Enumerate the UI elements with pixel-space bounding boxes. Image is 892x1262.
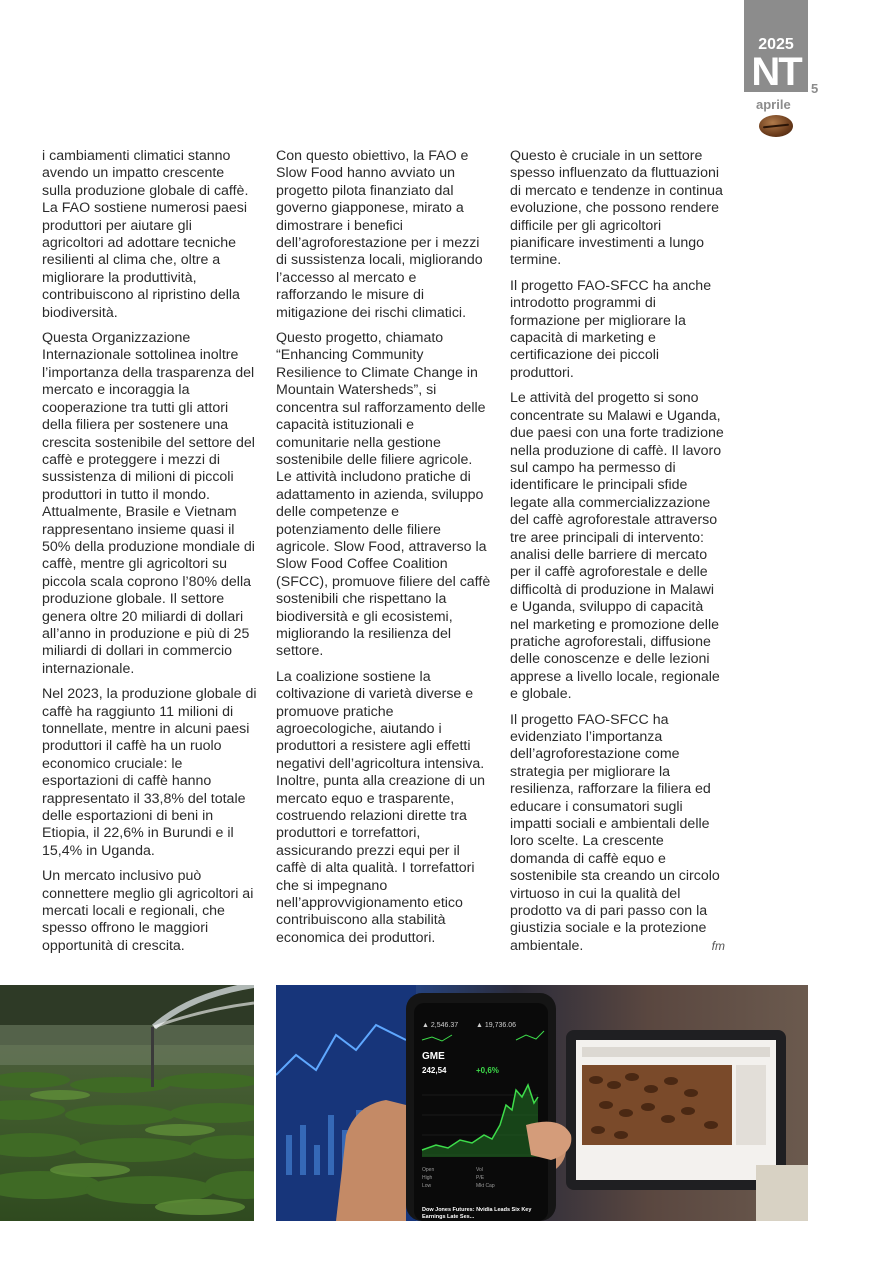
news-headline-2: Earnings Late Ses... <box>422 1214 475 1220</box>
ticker-price: 242,54 <box>422 1066 447 1075</box>
author-signature: fm <box>711 938 725 953</box>
photo-coffee-field <box>0 985 254 1221</box>
issue-month: aprile <box>756 97 791 112</box>
text-column-1 <box>42 148 257 963</box>
text-column-2 <box>276 148 491 955</box>
ticker-change: +0,6% <box>476 1066 499 1075</box>
paragraph: Il progetto FAO-SFCC ha anche introdotto programmi di formazione per migliorare la capacità di marketing e certificazione dei piccoli produttori. <box>510 277 712 381</box>
text-column-3 <box>510 148 725 963</box>
magazine-logo: NT <box>751 50 801 94</box>
svg-text:Open: Open <box>422 1167 435 1173</box>
coffee-field-illustration <box>0 985 254 1221</box>
svg-text:P/E: P/E <box>476 1175 485 1181</box>
svg-text:Mkt Cap: Mkt Cap <box>476 1183 495 1189</box>
paragraph-text: Il progetto FAO-SFCC ha evidenziato l’importanza dell’agroforestazione come strategia per migliorare la resilienza, rafforzare la filiera ed educare i consumatori sugli impatti sociali e ambientali delle loro scelte. La crescente domanda di caffè equo e sostenibile sta creando un circolo virtuoso in cui la qualità del prodotto va di pari passo con la giustizia sociale e la protezione ambientale. <box>510 711 720 954</box>
paragraph: La coalizione sostiene la coltivazione di varietà diverse e promuove pratiche agroecologiche, aiutando i produttori a resistere agli effetti negativi dell’agricoltura intensiva. Inoltre, punta alla creazione di un mercato equo e trasparente, costruendo relazioni dirette tra produttori e torrefattori, assicurando prezzi equi per il caffè di alta qualità. I torrefattori che si impegnano nell’approvvigionamento etico contribuiscono alla stabilità economica dei produttori. <box>276 668 486 946</box>
paragraph: Questo è cruciale in un settore spesso influenzato da fluttuazioni di mercato e tendenze in continua evoluzione, che possono rendere difficile per gli agricoltori pianificare investimenti a lungo termine. <box>510 148 723 269</box>
svg-text:▲ 19,736.06: ▲ 19,736.06 <box>476 1022 517 1029</box>
phone-market-illustration <box>276 985 808 1221</box>
paragraph: Nel 2023, la produzione globale di caffè ha raggiunto 11 milioni di tonnellate, mentre in alcuni paesi produttori il caffè ha un ruolo economico cruciale: le esportazioni di caffè hanno rappresentato il 33,8% del totale delle esportazioni di beni in Etiopia, il 22,6% in Burundi e il 15,4% in Uganda. <box>42 686 257 859</box>
paragraph <box>510 712 725 956</box>
paragraph: Questa Organizzazione Internazionale sottolinea inoltre l’importanza della trasparenza del mercato e incoraggia la cooperazione tra tutti gli attori della filiera per sostenere una crescita sostenibile del settore del caffè e proteggere i mezzi di sussistenza di milioni di piccoli produttori in tutto il mondo. Attualmente, Brasile e Vietnam rappresentano insieme quasi il 50% della produzione mondiale di caffè, mentre gli agricoltori su piccola scala coprono l’80% della produzione globale. Il settore genera oltre 20 miliardi di dollari all’anno in produzione e più di 25 miliardi di dollari in commercio internazionale. <box>42 330 255 677</box>
magazine-tab <box>744 0 808 92</box>
paragraph: Con questo obiettivo, la FAO e Slow Food hanno avviato un progetto pilota finanziato dal governo giapponese, mirato a dimostrare i benefici dell’agroforestazione per i mezzi di sussistenza locali, migliorando l’accesso al mercato e rafforzando le misure di mitigazione dei rischi climatici. <box>276 148 483 321</box>
ticker-label: GME <box>422 1051 445 1062</box>
svg-text:Low: Low <box>422 1183 432 1189</box>
coffee-bean-icon <box>759 115 793 137</box>
photo-phone-market <box>276 985 808 1221</box>
page-number: 5 <box>811 81 819 96</box>
paragraph: Un mercato inclusivo può connettere meglio gli agricoltori ai mercati locali e regionali, che spesso offrono le maggiori opportunità di crescita. <box>42 868 254 954</box>
svg-text:Vol: Vol <box>476 1167 483 1173</box>
svg-text:High: High <box>422 1175 433 1181</box>
paragraph: Questo progetto, chiamato “Enhancing Community Resilience to Climate Change in Mountain Watersheds”, si concentra sul rafforzamento delle capacità istituzionali e comunitarie nella gestione sostenibile delle filiere agricole. Le attività includono pratiche di adattamento in azienda, sviluppo delle competenze e potenziamento delle filiere agricole. Slow Food, attraverso la Slow Food Coffee Coalition (SFCC), promuove filiere del caffè sostenibili che rispettano la biodiversità e gli ecosistemi, migliorando la resilienza del settore. <box>276 330 491 660</box>
issue-year: 2025 <box>758 36 794 53</box>
paragraph: i cambiamenti climatici stanno avendo un impatto crescente sulla produzione globale di caffè. La FAO sostiene numerosi paesi produttori per aiutare gli agricoltori ad adottare tecniche resilienti al clima che, oltre a migliorare la produttività, contribuiscono al ripristino della biodiversità. <box>42 148 249 321</box>
paragraph: Le attività del progetto si sono concentrate su Malawi e Uganda, due paesi con una forte tradizione nella produzione di caffè. Il lavoro sul campo ha permesso di identificare le principali sfide legate alla commercializzazione del caffè agroforestale attraverso tre aree principali di intervento: analisi delle barriere di mercato per il caffè agroforestale e delle difficoltà di produzione in Malawi e Uganda, sviluppo di capacità nel marketing e promozione delle pratiche agroforestali, diffusione delle conoscenze e delle lezioni apprese a livello locale, regionale e globale. <box>510 390 724 703</box>
svg-text:▲ 2,546.37: ▲ 2,546.37 <box>422 1022 459 1029</box>
news-headline-1: Dow Jones Futures: Nvidia Leads Six Key <box>422 1207 532 1213</box>
